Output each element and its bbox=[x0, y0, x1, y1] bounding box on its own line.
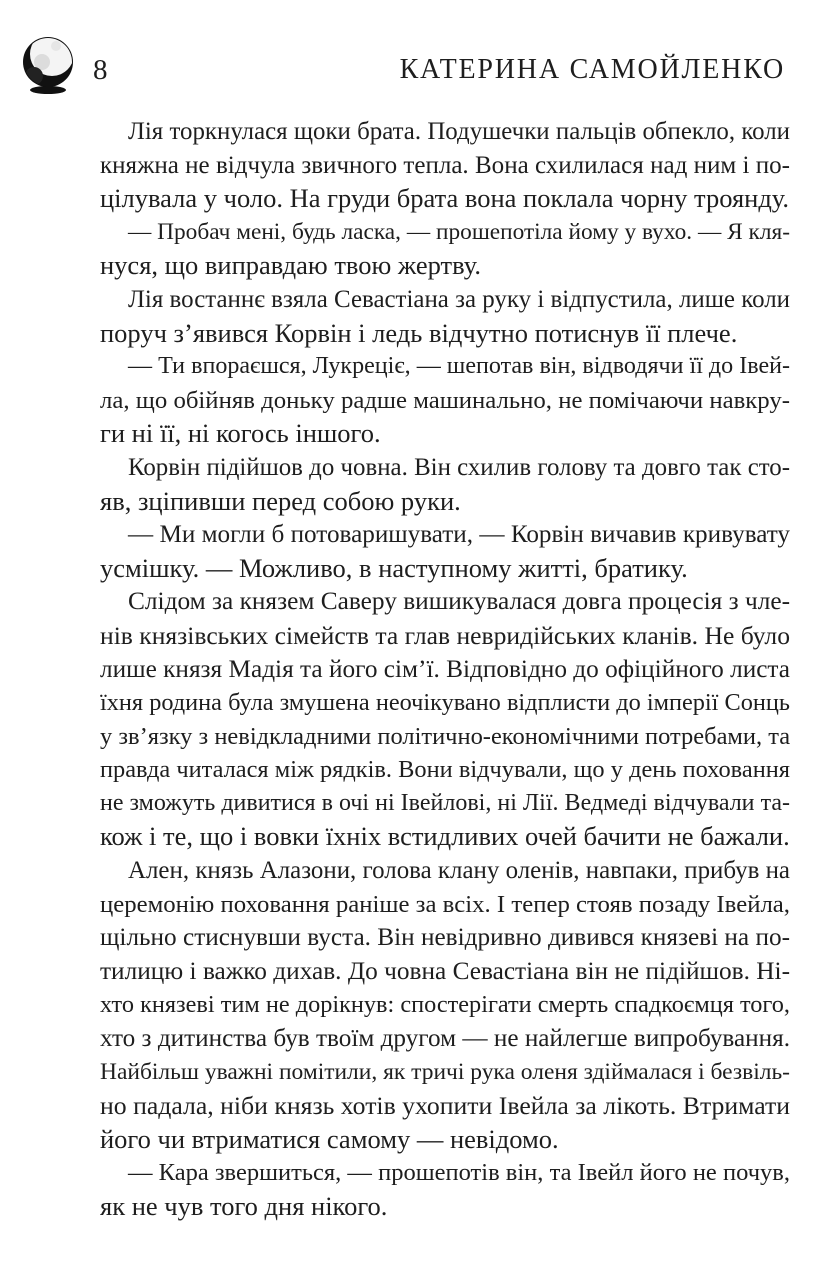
text-line: хто князеві тим не дорікнув: спостерігати смерть спадкоємця того, bbox=[100, 991, 790, 1019]
text-line: їхня родина була змушена неочікувано відплисти до імперії Сонць bbox=[100, 689, 790, 717]
text-line: у зв’язку з невідкладними політично-економічними потребами, та bbox=[100, 722, 791, 750]
text-line: щільно стиснувши вуста. Він невідривно дивився князеві на по- bbox=[100, 924, 790, 952]
text-line: усмішку. — Можливо, в наступному житті, братику. bbox=[100, 552, 688, 583]
text-line: нуся, що виправдаю твою жертву. bbox=[100, 250, 481, 281]
text-line: Лія торкнулася щоки брата. Подушечки пальців обпекло, коли bbox=[128, 118, 790, 145]
paragraph bbox=[100, 451, 790, 518]
text-line: правда читалася між рядків. Вони відчували, що у день поховання bbox=[100, 756, 790, 784]
text-line: хто з дитинства був твоїм другом — не найлегше випробування. bbox=[100, 1025, 790, 1053]
text-line: ги ні її, ні когось іншого. bbox=[100, 418, 381, 449]
text-line: не зможуть дивитися в очі ні Івейлові, ні Лії. Ведмеді відчували та- bbox=[100, 789, 790, 816]
text-line: кож і те, що і вовки їхніх встидливих очей бачити не бажали. bbox=[100, 821, 790, 852]
paragraph bbox=[100, 854, 790, 1156]
text-line: нів князівських сімейств та глав невридійських кланів. Не було bbox=[100, 620, 790, 650]
paragraph bbox=[100, 350, 790, 451]
text-line: Слідом за князем Саверу вишикувалася довга процесія з чле- bbox=[128, 587, 791, 616]
text-line: як не чув того дня нікого. bbox=[100, 1191, 388, 1221]
text-line: його чи втриматися самому — невідомо. bbox=[100, 1123, 559, 1154]
page-number: 8 bbox=[93, 54, 108, 86]
text-line: цілувала у чоло. На груди брата вона поклала чорну троянду. bbox=[100, 183, 790, 214]
text-line: княжна не відчула звичного тепла. Вона схилилася над ним і по- bbox=[100, 151, 790, 179]
paragraph bbox=[100, 585, 790, 854]
paragraph bbox=[100, 1156, 790, 1223]
text-line: тилицю і важко дихав. До човна Севастіана він не підійшов. Ні- bbox=[100, 956, 790, 985]
body-text bbox=[100, 115, 790, 1224]
text-line: — Ми могли б потоваришувати, — Корвін вичавив кривувату bbox=[128, 521, 790, 549]
paragraph bbox=[100, 115, 790, 216]
text-line: — Пробач мені, будь ласка, — прошепотіла йому у вухо. — Я кля- bbox=[128, 218, 790, 245]
text-line: лише князя Мадія та його сім’ї. Відповідно до офіційного листа bbox=[100, 654, 790, 683]
paragraph bbox=[100, 216, 790, 283]
text-line: ла, що обійняв доньку радше машинально, не помічаючи навкру- bbox=[100, 386, 790, 414]
text-line: — Ти впораєшся, Лукреціє, — шепотав він, відводячи її до Івей- bbox=[128, 353, 790, 380]
text-line: Лія востаннє взяла Севастіана за руку і відпустила, лише коли bbox=[128, 285, 790, 313]
crescent-moon-emblem-icon bbox=[18, 32, 74, 96]
paragraph bbox=[100, 283, 790, 350]
text-line: но падала, ніби князь хотів ухопити Івейла за лікоть. Втримати bbox=[100, 1091, 790, 1121]
text-line: яв, зціпивши перед собою руки. bbox=[100, 485, 461, 516]
text-line: — Кара звершиться, — прошепотів він, та Івейл його не почув, bbox=[128, 1159, 790, 1187]
text-line: поруч з’явився Корвін і ледь відчутно потиснув її плече. bbox=[100, 317, 738, 348]
text-line: Найбільш уважні помітили, як тричі рука оленя здіймалася і безвіль- bbox=[100, 1058, 790, 1085]
text-line: церемонію поховання раніше за всіх. І тепер стояв позаду Івейла, bbox=[100, 890, 790, 918]
text-line: Корвін підійшов до човна. Він схилив голову та довго так сто- bbox=[128, 453, 790, 481]
running-head-author: КАТЕРИНА САМОЙЛЕНКО bbox=[399, 54, 785, 85]
text-line: Ален, князь Алазони, голова клану оленів, навпаки, прибув на bbox=[128, 857, 790, 885]
paragraph bbox=[100, 518, 790, 585]
